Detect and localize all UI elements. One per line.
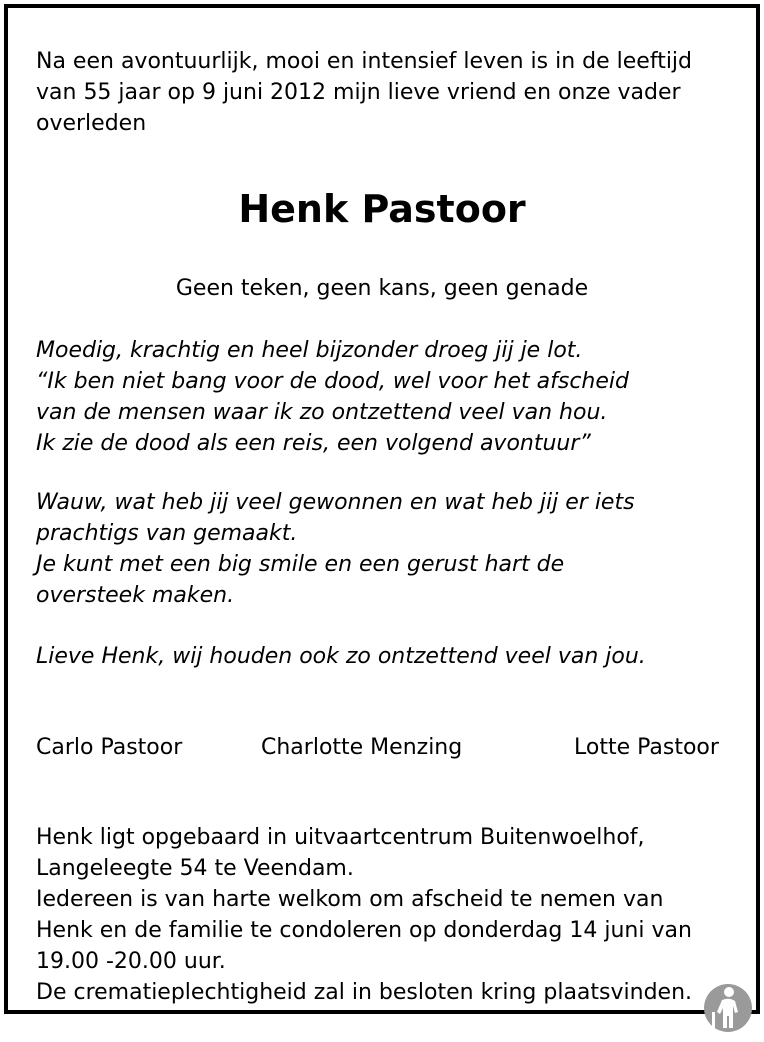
- info-line: Henk ligt opgebaard in uitvaartcentrum Buitenwoelhof,: [36, 825, 645, 850]
- motto: Geen teken, geen kans, geen genade: [175, 276, 589, 301]
- signer-name: Lotte Pastoor: [574, 735, 719, 760]
- intro-line: Na een avontuurlijk, mooi en intensief leven is in de leeftijd: [36, 49, 693, 74]
- info-line: 19.00 -20.00 uur.: [36, 949, 226, 974]
- info-line: Henk en de familie te condoleren op donderdag 14 juni van: [36, 918, 692, 943]
- signer-name: Charlotte Menzing: [261, 735, 463, 760]
- memorial-figure-icon: [702, 978, 754, 1034]
- service-info: [36, 822, 692, 1008]
- deceased-name: Henk Pastoor: [238, 187, 526, 231]
- info-line: Langeleegte 54 te Veendam.: [36, 856, 354, 881]
- verse-line: van de mensen waar ik zo ontzettend veel van hou.: [36, 400, 608, 425]
- info-line: Iedereen is van harte welkom om afscheid te nemen van: [36, 887, 664, 912]
- verse-paragraph-2: [36, 487, 635, 611]
- verse-line: Moedig, krachtig en heel bijzonder droeg jij je lot.: [36, 338, 583, 363]
- verse-line: Ik zie de dood als een reis, een volgend avontuur”: [36, 431, 591, 456]
- verse-line: Je kunt met een big smile en een gerust hart de: [36, 552, 565, 577]
- verse-line: “Ik ben niet bang voor de dood, wel voor het afscheid: [36, 369, 629, 394]
- verse-line: Lieve Henk, wij houden ook zo ontzettend veel van jou.: [36, 644, 646, 669]
- verse-paragraph-3: [36, 641, 646, 672]
- info-line: De crematieplechtigheid zal in besloten kring plaatsvinden.: [36, 980, 693, 1005]
- intro-paragraph: [36, 46, 692, 139]
- verse-line: prachtigs van gemaakt.: [36, 521, 298, 546]
- intro-line: van 55 jaar op 9 juni 2012 mijn lieve vriend en onze vader: [36, 80, 681, 105]
- intro-line: overleden: [36, 111, 147, 136]
- verse-line: Wauw, wat heb jij veel gewonnen en wat heb jij er iets: [36, 490, 635, 515]
- verse-line: oversteek maken.: [36, 583, 235, 608]
- verse-paragraph-1: [36, 335, 629, 459]
- signer-name: Carlo Pastoor: [36, 735, 183, 760]
